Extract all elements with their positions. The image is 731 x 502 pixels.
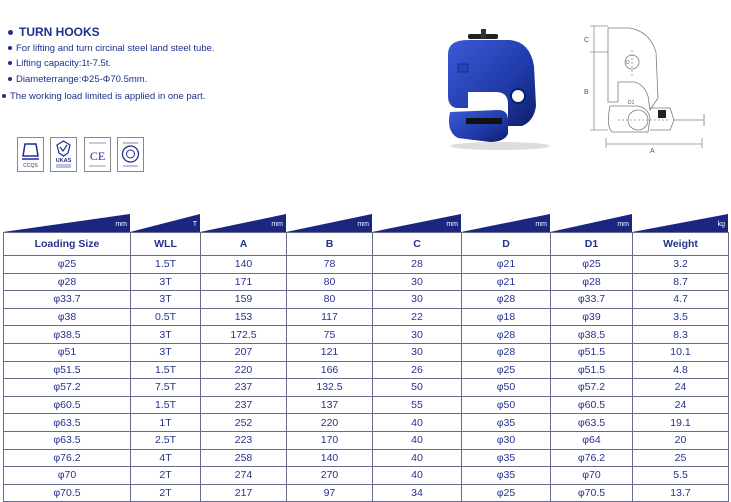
unit-cell [550,214,632,232]
table-cell: φ39 [551,308,633,326]
unit-cell [130,214,200,232]
unit-cell [461,214,550,232]
table-cell: 153 [201,308,287,326]
table-cell: φ64 [551,431,633,449]
table-row [4,467,729,485]
feature-bullet-1: For lifting and turn circinal steel land steel tube. [8,43,215,54]
technical-drawing [578,22,724,154]
table-cell: φ38.5 [4,326,131,344]
ccqs-logo [17,137,44,172]
table-cell: 140 [201,256,287,274]
table-cell: 55 [373,396,462,414]
table-cell: φ28 [462,291,551,309]
bullet-dot-icon [8,77,12,81]
table-row [4,396,729,414]
table-cell: 171 [201,273,287,291]
table-cell: 3T [131,273,201,291]
table-cell: φ63.5 [4,431,131,449]
table-cell: 117 [287,308,373,326]
table-cell: 40 [373,467,462,485]
spec-table [3,232,729,502]
table-cell: φ33.7 [4,291,131,309]
bullet-dot-icon [8,46,12,50]
table-cell: 2T [131,467,201,485]
table-cell: 0.5T [131,308,201,326]
unit-wedge [3,214,130,232]
svg-text:D: D [626,60,630,66]
table-cell: 274 [201,467,287,485]
svg-text:D1: D1 [628,100,635,106]
bullet-dot-icon [8,30,13,35]
unit-wedge [632,214,728,232]
table-cell: φ60.5 [551,396,633,414]
table-cell: 207 [201,343,287,361]
table-cell: 2.5T [131,431,201,449]
table-cell: 1.5T [131,396,201,414]
table-cell: 237 [201,396,287,414]
table-cell: 1.5T [131,256,201,274]
table-cell: φ38.5 [551,326,633,344]
table-cell: 50 [373,379,462,397]
table-cell: φ25 [551,256,633,274]
table-row [4,379,729,397]
column-header: D [462,233,551,256]
unit-label: mm [357,221,369,228]
table-cell: 2T [131,484,201,502]
table-cell: 3.2 [633,256,729,274]
table-cell: 8.3 [633,326,729,344]
table-cell: 172.5 [201,326,287,344]
header-row [4,233,729,256]
table-cell: 40 [373,431,462,449]
column-header: B [287,233,373,256]
table-cell: 223 [201,431,287,449]
bullet-dot-icon [8,61,12,65]
feature-bullet-3: Diameterrange:Φ25-Φ70.5mm. [8,74,147,85]
table-cell: φ51.5 [551,343,633,361]
spec-table-container [3,214,728,502]
svg-text:CCQS: CCQS [23,163,38,169]
table-cell: 10.1 [633,343,729,361]
unit-cell [632,214,728,232]
table-cell: 28 [373,256,462,274]
table-cell: φ51.5 [4,361,131,379]
table-cell: 26 [373,361,462,379]
table-cell: φ50 [462,379,551,397]
table-cell: φ21 [462,273,551,291]
svg-text:UKAS: UKAS [55,158,72,164]
table-cell: φ57.2 [4,379,131,397]
column-header: Weight [633,233,729,256]
table-row [4,449,729,467]
table-cell: φ28 [4,273,131,291]
unit-cell [372,214,461,232]
table-cell: 30 [373,326,462,344]
table-cell: 140 [287,449,373,467]
table-cell: φ70.5 [4,484,131,502]
table-cell: 258 [201,449,287,467]
table-cell: φ35 [462,414,551,432]
table-cell: φ38 [4,308,131,326]
table-cell: 20 [633,431,729,449]
table-cell: 4T [131,449,201,467]
table-row [4,343,729,361]
table-cell: 121 [287,343,373,361]
table-cell: 22 [373,308,462,326]
table-cell: 24 [633,379,729,397]
table-cell: φ57.2 [551,379,633,397]
unit-label: mm [446,221,458,228]
feature-bullet-4: The working load limited is applied in one part. [2,91,205,102]
column-header: WLL [131,233,201,256]
table-cell: 137 [287,396,373,414]
table-row [4,273,729,291]
table-cell: φ21 [462,256,551,274]
table-cell: 8.7 [633,273,729,291]
table-cell: 30 [373,273,462,291]
table-cell: 252 [201,414,287,432]
table-cell: φ35 [462,449,551,467]
table-cell: 75 [287,326,373,344]
table-cell: φ25 [4,256,131,274]
table-cell: 19.1 [633,414,729,432]
table-cell: φ76.2 [551,449,633,467]
table-cell: 1T [131,414,201,432]
table-cell: φ70 [551,467,633,485]
table-cell: 25 [633,449,729,467]
unit-label: mm [115,221,127,228]
table-cell: φ28 [551,273,633,291]
table-cell: φ25 [462,361,551,379]
table-row [4,326,729,344]
table-cell: φ60.5 [4,396,131,414]
table-cell: 40 [373,414,462,432]
table-row [4,414,729,432]
table-cell: φ70 [4,467,131,485]
table-cell: 78 [287,256,373,274]
unit-label: kg [717,221,725,228]
table-cell: φ28 [462,326,551,344]
bullet-dot-icon [2,94,6,98]
table-cell: φ63.5 [4,414,131,432]
quality-logo [117,137,144,172]
table-cell: φ35 [462,467,551,485]
column-header: D1 [551,233,633,256]
table-cell: 34 [373,484,462,502]
table-cell: 30 [373,291,462,309]
table-cell: 5.5 [633,467,729,485]
table-cell: 220 [287,414,373,432]
table-cell: φ51.5 [551,361,633,379]
ce-logo [84,137,111,172]
table-cell: φ30 [462,431,551,449]
table-cell: 3T [131,291,201,309]
table-cell: φ50 [462,396,551,414]
table-cell: 24 [633,396,729,414]
table-cell: φ51 [4,343,131,361]
unit-cell [3,214,130,232]
table-cell: 166 [287,361,373,379]
table-cell: φ70.5 [551,484,633,502]
svg-text:B: B [584,89,589,96]
column-header: A [201,233,287,256]
svg-text:A: A [650,148,655,154]
table-cell: 220 [201,361,287,379]
table-cell: 3T [131,343,201,361]
table-cell: 30 [373,343,462,361]
table-cell: 170 [287,431,373,449]
table-cell: 13.7 [633,484,729,502]
column-header: C [373,233,462,256]
table-row [4,484,729,502]
turn-hook-photo [438,26,560,152]
table-cell: 237 [201,379,287,397]
unit-cell [286,214,372,232]
ukas-logo [50,137,77,172]
table-row [4,308,729,326]
table-cell: 1.5T [131,361,201,379]
table-cell: 270 [287,467,373,485]
table-cell: 7.5T [131,379,201,397]
unit-label: mm [617,221,629,228]
table-cell: 159 [201,291,287,309]
svg-text:C: C [584,37,590,44]
table-cell: 80 [287,273,373,291]
unit-label: mm [271,221,283,228]
table-cell: 40 [373,449,462,467]
product-title: TURN HOOKS [8,25,100,39]
svg-text:CE: CE [89,149,106,163]
table-cell: 217 [201,484,287,502]
table-cell: 80 [287,291,373,309]
unit-cell [200,214,286,232]
feature-bullet-2: Lifting capacity:1t-7.5t. [8,58,111,69]
table-cell: 132.5 [287,379,373,397]
table-cell: φ18 [462,308,551,326]
unit-label: mm [535,221,547,228]
table-cell: 4.7 [633,291,729,309]
table-row [4,291,729,309]
table-cell: 4.8 [633,361,729,379]
table-cell: 97 [287,484,373,502]
table-cell: φ63.5 [551,414,633,432]
table-row [4,256,729,274]
table-cell: φ28 [462,343,551,361]
unit-wedge [130,214,200,232]
unit-label: T [192,221,197,228]
column-header: Loading Size [4,233,131,256]
table-row [4,361,729,379]
table-cell: 3T [131,326,201,344]
table-cell: φ25 [462,484,551,502]
table-row [4,431,729,449]
table-cell: φ33.7 [551,291,633,309]
table-cell: 3.5 [633,308,729,326]
unit-row [3,214,728,232]
table-cell: φ76.2 [4,449,131,467]
